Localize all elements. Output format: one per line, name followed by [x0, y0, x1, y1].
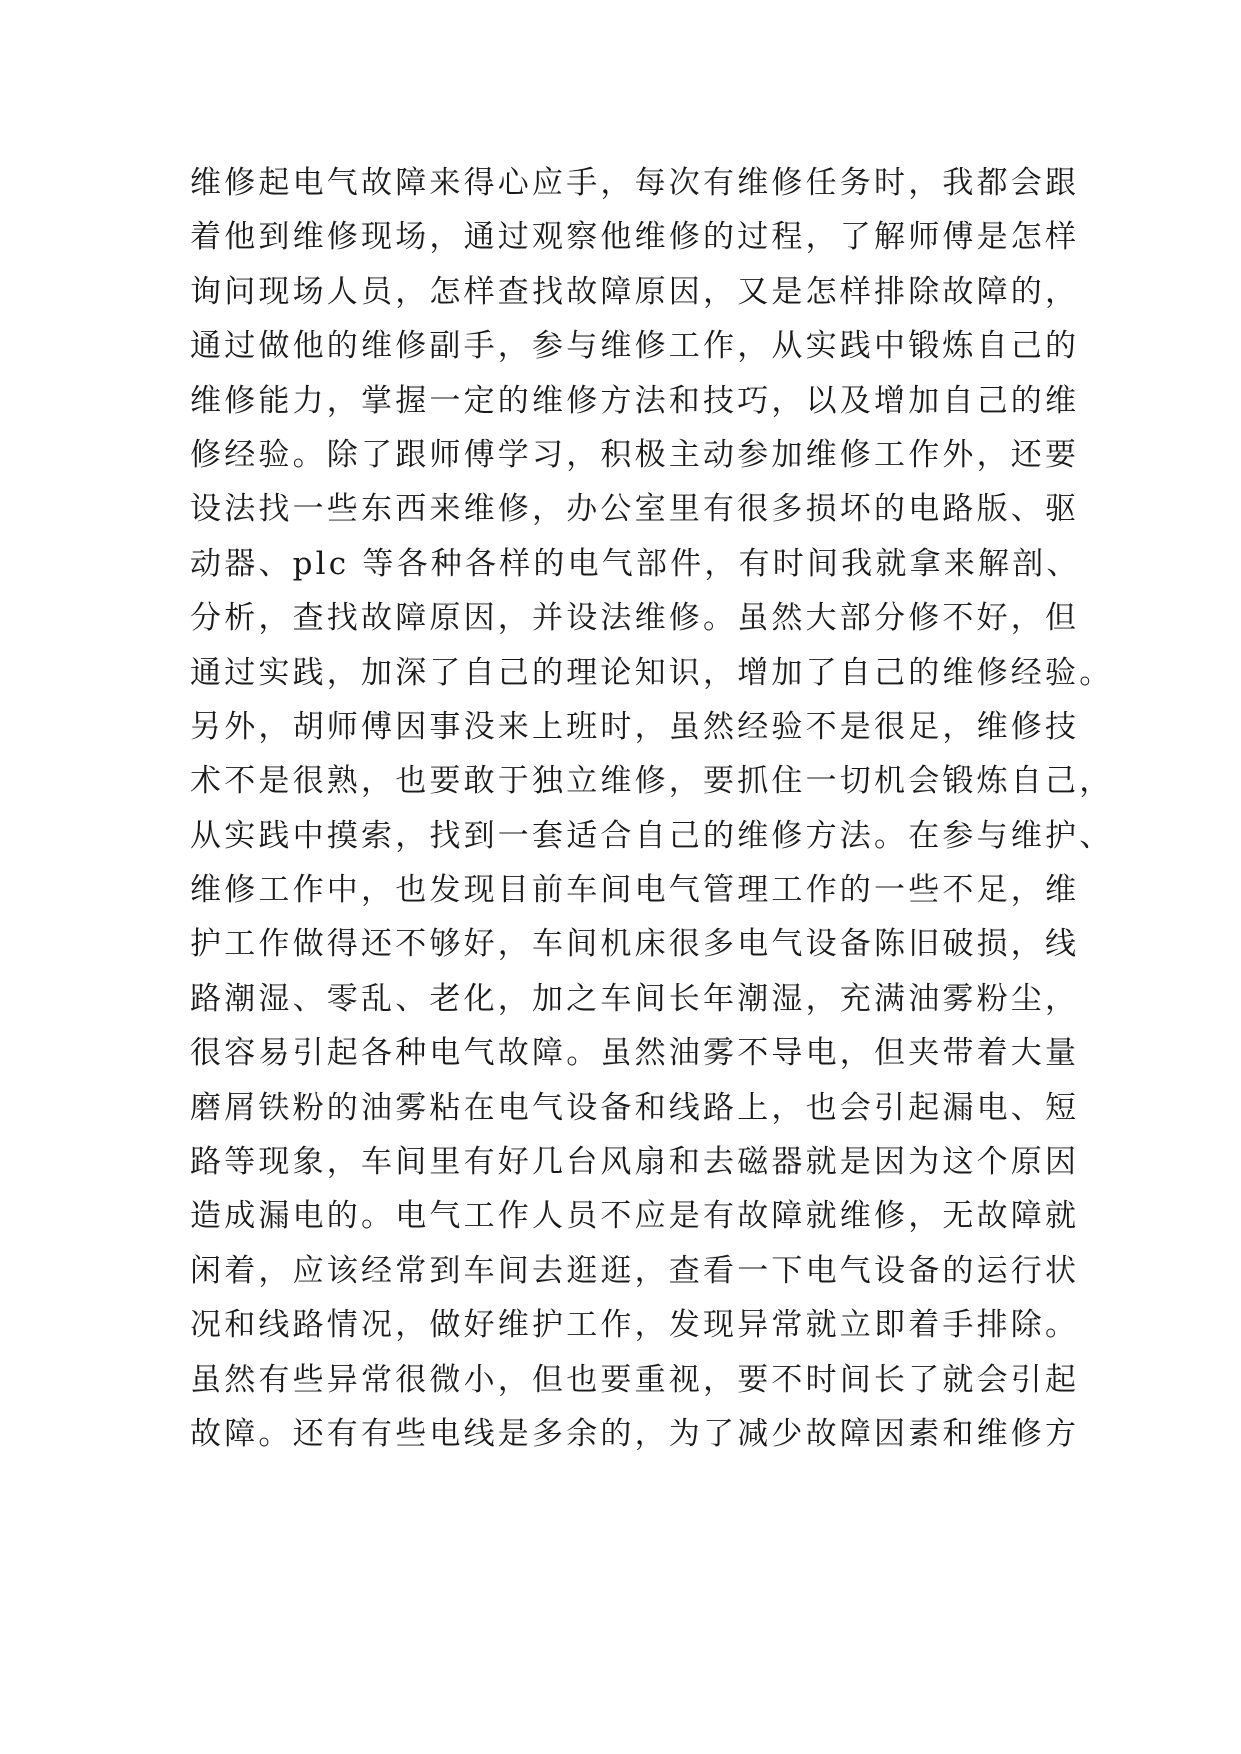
text-line: 从实践中摸索，找到一套适合自己的维修方法。在参与维护、: [190, 817, 1114, 854]
text-line: 通过做他的维修副手，参与维修工作，从实践中锻炼自己的: [190, 328, 1080, 365]
text-line: 闲着，应该经常到车间去逛逛，查看一下电气设备的运行状: [190, 1252, 1080, 1289]
text-line: 况和线路情况，做好维护工作，发现异常就立即着手排除。: [190, 1307, 1080, 1344]
text-line: 询问现场人员，怎样查找故障原因，又是怎样排除故障的，: [190, 273, 1080, 310]
body-text: [190, 156, 1114, 1461]
text-line: 着他到维修现场，通过观察他维修的过程，了解师傅是怎样: [190, 219, 1080, 256]
text-line: 维修起电气故障来得心应手，每次有维修任务时，我都会跟: [190, 165, 1080, 201]
text-line: 分析，查找故障原因，并设法维修。虽然大部分修不好，但: [190, 600, 1080, 637]
text-line: 虽然有些异常很微小，但也要重视，要不时间长了就会引起: [190, 1361, 1080, 1398]
text-line: 护工作做得还不够好，车间机床很多电气设备陈旧破损，线: [190, 926, 1080, 963]
text-line: 造成漏电的。电气工作人员不应是有故障就维修，无故障就: [190, 1198, 1080, 1235]
text-line: 另外，胡师傅因事没来上班时，虽然经验不是很足，维修技: [190, 708, 1080, 745]
text-line: 磨屑铁粉的油雾粘在电气设备和线路上，也会引起漏电、短: [190, 1089, 1080, 1126]
text-line: 通过实践，加深了自己的理论知识，增加了自己的维修经验。: [190, 654, 1114, 691]
text-line: 维修能力，掌握一定的维修方法和技巧，以及增加自己的维: [190, 382, 1080, 419]
text-line: 路潮湿、零乱、老化，加之车间长年潮湿，充满油雾粉尘，: [190, 980, 1080, 1017]
text-line: 故障。还有有些电线是多余的，为了减少故障因素和维修方: [190, 1415, 1080, 1452]
text-line: 维修工作中，也发现目前车间电气管理工作的一些不足，维: [190, 872, 1080, 909]
text-line: 修经验。除了跟师傅学习，积极主动参加维修工作外，还要: [190, 436, 1080, 473]
text-line: 动器、plc 等各种各样的电气部件，有时间我就拿来解剖、: [190, 545, 1081, 582]
text-line: 设法找一些东西来维修，办公室里有很多损坏的电路版、驱: [190, 491, 1080, 528]
text-line: 很容易引起各种电气故障。虽然油雾不导电，但夹带着大量: [190, 1035, 1080, 1072]
text-line: 路等现象，车间里有好几台风扇和去磁器就是因为这个原因: [190, 1144, 1080, 1181]
text-line: 术不是很熟，也要敢于独立维修，要抓住一切机会锻炼自己，: [190, 763, 1114, 800]
